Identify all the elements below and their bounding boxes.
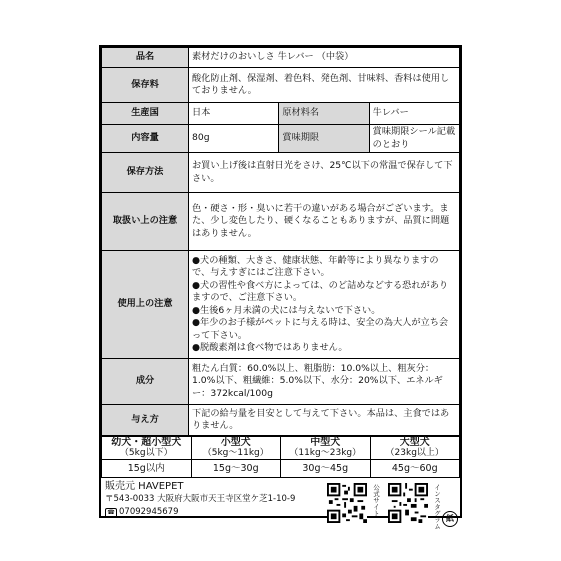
material-label: 原材料名 [279, 103, 369, 125]
material-value: 牛レバー [369, 103, 459, 125]
dog-weight-range: （5kg以下） [119, 448, 173, 458]
seller-address: 〒543-0033 大阪府大阪市天王寺区堂ケ芝1-10-9 [105, 494, 296, 504]
usage-note: ●年少のお子様がペットに与える時は、安全の為大人が立ち会って下さい。 [192, 317, 449, 341]
qr-caption-instagram: インスタグラム [433, 484, 441, 530]
feeding-header [281, 437, 371, 460]
official-site-qr-code[interactable] [327, 483, 367, 523]
seller-name: 販売元 HAVEPET [105, 481, 184, 492]
dog-size-category: 大型犬 [399, 437, 430, 448]
dog-weight-range: （23kg以上） [385, 448, 444, 458]
dog-weight-range: （5kg〜11kg） [202, 448, 269, 458]
feeding-amount: 45g〜60g [370, 460, 460, 478]
paper-recycling-mark: 紙 [442, 511, 458, 527]
capacity-value: 80g [189, 125, 279, 153]
product-label [99, 45, 462, 530]
feeding-header [370, 437, 460, 460]
expiry-label: 賞味期限 [279, 125, 369, 153]
row-label-origin: 生産国 [102, 103, 189, 125]
usage-note: ●生後6ヶ月未満の犬には与えないで下さい。 [192, 304, 381, 316]
feeding-amount: 30g〜45g [281, 460, 371, 478]
row-label-capacity: 内容量 [102, 125, 189, 153]
composition-value: 粗たん白質：60.0%以上、粗脂肪：10.0%以上、粗灰分：1.0%以下、粗繊維：5.0%以下、水分：20%以下、エネルギー：372kcal/100g [189, 359, 460, 405]
spec-table [101, 47, 460, 436]
dog-weight-range: （11kg〜23kg） [289, 448, 362, 458]
qr-caption-official-site: 公式サイト [372, 484, 380, 517]
row-label-additives: 保存料 [102, 68, 189, 103]
origin-value: 日本 [189, 103, 279, 125]
product-name: 素材だけのおいしさ 牛レバー （中袋） [189, 48, 460, 68]
seller-info [101, 478, 460, 537]
row-label-usage: 使用上の注意 [102, 251, 189, 359]
phone-icon: ☎ [105, 508, 117, 518]
feeding-value: 下記の給与量を目安として与えて下さい。本品は、主食ではありません。 [189, 405, 460, 436]
storage-value: お買い上げ後は直射日光をさけ、25℃以下の常温で保存して下さい。 [189, 153, 460, 193]
feeding-header [102, 437, 192, 460]
usage-note: ●犬の習性や食べ方によっては、のど詰めなどする恐れがありますので、ご注意下さい。 [192, 279, 449, 303]
dog-size-category: 中型犬 [310, 437, 341, 448]
feeding-amount-table [101, 436, 460, 478]
dog-size-category: 小型犬 [220, 437, 251, 448]
dog-size-category: 幼犬・超小型犬 [111, 437, 182, 448]
row-label-composition: 成分 [102, 359, 189, 405]
feeding-amount: 15g以内 [102, 460, 192, 478]
feeding-amount: 15g〜30g [191, 460, 281, 478]
row-label-feeding: 与え方 [102, 405, 189, 436]
row-label-name: 品名 [102, 48, 189, 68]
additives-value: 酸化防止剤、保湿剤、着色料、発色剤、甘味料、香料は使用しておりません。 [189, 68, 460, 103]
row-label-handling: 取扱い上の注意 [102, 193, 189, 251]
instagram-qr-code[interactable] [388, 483, 428, 523]
phone-number: 07092945679 [119, 507, 179, 517]
row-label-storage: 保存方法 [102, 153, 189, 193]
usage-notes [189, 251, 460, 359]
usage-note: ●犬の種類、大きさ、健康状態、年齢等により異なりますので、与えすぎにはご注意下さい。 [192, 254, 439, 278]
expiry-value: 賞味期限シール記載のとおり [369, 125, 459, 153]
usage-note: ●脱酸素剤は食べ物ではありません。 [192, 342, 348, 353]
handling-value: 色・硬さ・形・臭いに若干の違いがある場合がございます。また、少し変色したり、硬くなることもありますが、品質に問題はありません。 [189, 193, 460, 251]
feeding-header [191, 437, 281, 460]
